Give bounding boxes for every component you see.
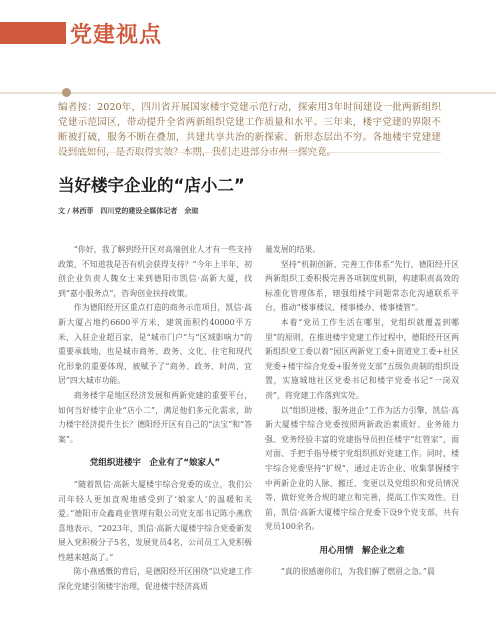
paragraph: “你好，我了解到经开区对高端创业人才有一些支持政策，不知道我是否有机会获得支持？”今年上半年，初创企业负责人魏女士来到德阳市凯信·高新大厦，找到“嘉小服务点”，咨询创业扶持政策。: [58, 245, 252, 298]
paragraph: 作为德阳经开区重点打造的商务示范项目，凯信·高新大厦占地约6600平方米，建筑面积约40000平方米，入驻企业超百家，是“城市门户”与“区域影响力”的重要承载地，也是城市商务、政务、文化、住宅和现代化形象的重要体现，被赋予了“商务、政务、时尚、宜居”四大城市功能。: [58, 303, 252, 386]
article-byline: 文 / 林西菲 四川党的建设全媒体记者 余琼: [58, 207, 199, 215]
paragraph: 以“组织进楼、服务进企”工作为活力引擎，凯信·高新大厦楼宇综合党委按照两新政治素质好、业务能力强、党务经验丰富的党建指导员担任楼宇“红管家”，面对面、手把手指导楼宇党组织抓好党建工作。同时，楼宇综合党委坚持“扩规”，通过走访企业、收集掌握楼宇中两新企业的人脉、搬迁、变更以及党组织和党员情况等，做好党务合规的建立和完善，提高工作实效性。目前，凯信·高新大厦楼宇综合党委下设9个党支部，共有党员100余名。: [265, 405, 459, 532]
divider-dot-icon: [62, 88, 71, 97]
paragraph: “真的很感谢你们，为我们解了燃眉之急。”晨: [280, 567, 435, 577]
editor-note-divider: [58, 152, 441, 153]
paragraph: “随着凯信·高新大厦楼宇综合党委的成立，我们公司年轻人更加直观地感受到了‘娘家人’的温暖和关爱。”德阳市众鑫商业管理有限公司党支部书记陈小燕欣喜地表示，“2023年，凯信·高新大厦楼宇综合党委新发展入党积极分子5名，发展党员4名，公司员工入党积极性越来越高了。”: [58, 479, 252, 562]
paragraph: 陈小燕感慨的背后，是德阳经开区围绕“以党建工作深化党建引领楼宇治理，促进楼宇经济高质: [58, 567, 252, 592]
paragraph: 坚持“机制创新、完善工作体系”先行，德阳经开区两新组织工委积极完善各项制度机制，构建职责高效的标准化管理体系，辖强组楼宇同题常态化沟通联系平台，推动“楼事楼议、楼事楼办、楼事楼管”。: [265, 259, 459, 313]
paragraph: 商务楼宇是地区经济发展和两新党建的重要平台，如何当好楼宇企业“店小二”，满足他们多元化需求，助力楼宇经济提升生长？德阳经开区有自己的“法宝”和“答案”。: [58, 390, 252, 444]
section-title: 党建视点: [70, 23, 163, 48]
divider-line: [0, 92, 496, 94]
right-column: [265, 243, 459, 580]
left-column: [58, 243, 252, 595]
section-header: [0, 18, 496, 54]
paragraph: 量发展的结果。: [265, 245, 321, 254]
section-heading: 党组织进楼宇 企业有了“娘家人”: [89, 458, 221, 469]
article-title: 当好楼宇企业的“店小二”: [58, 176, 245, 195]
paragraph: 本着“党员工作生活在哪里，党组织就覆盖到哪里”的原则，在推进楼宇党建工作过程中，德阳经开区两新组织党工委以着“园区两新党工委+街道党工委+社区党委+楼宇综合党委+服务党支部”五级负责制的组织设置，实施城地社区党委书记和楼宇党委书记“一岗双责”，将党建工作落到实处。: [265, 317, 459, 400]
section-heading: 用心用情 解企业之难: [319, 545, 405, 556]
section-header-bar: [0, 22, 66, 44]
editor-note: 编者按：2020年，四川省开展国家楼宇党建示范行动，探索用3年时间建设一批两新组织党建示范园区，带动提升全省两新组织党建工作质量和水平。三年来，楼宇党建的界限不断被打破，服务不断在叠加，共建共享共治的新探索、新形态层出不穷。各地楼宇党建建: [58, 102, 441, 143]
